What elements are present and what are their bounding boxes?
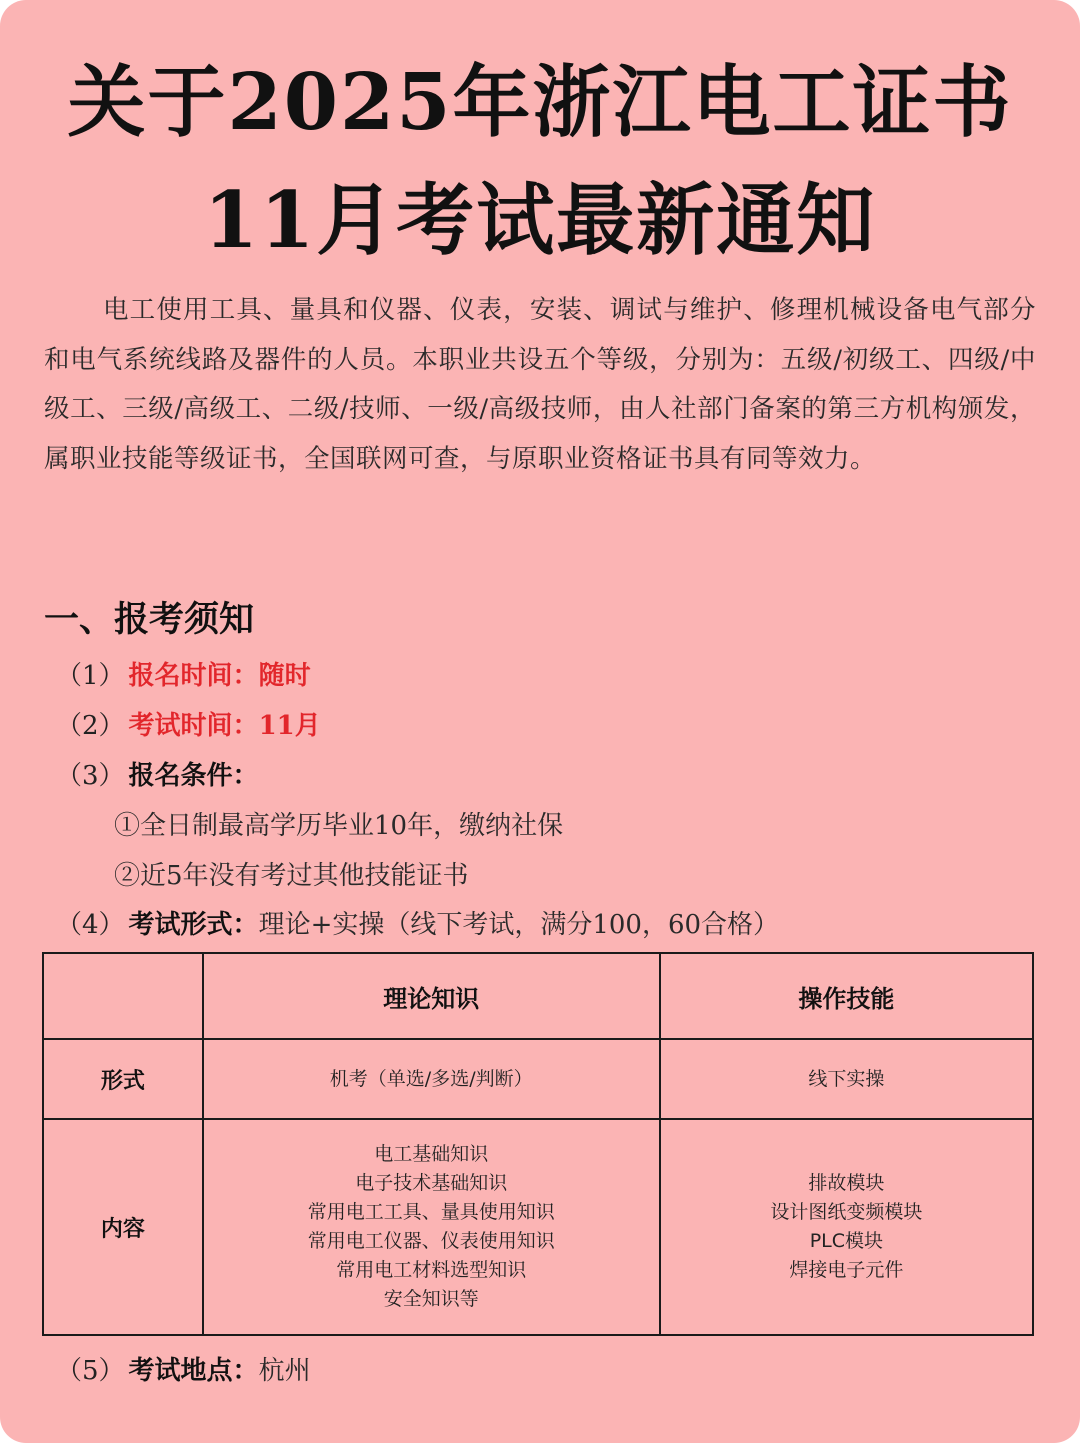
item-value: 理论+实操（线下考试，满分100，60合格） <box>258 910 780 940</box>
cell-line: PLC模块 <box>809 1230 884 1252</box>
cell-line: 电工基础知识 <box>374 1143 489 1165</box>
section-heading-exam-notice: 一、报考须知 <box>44 599 255 640</box>
cell-line: 常用电工材料选型知识 <box>336 1259 527 1281</box>
cell-form-practice <box>660 1039 1033 1119</box>
item-eligibility <box>56 755 259 792</box>
table-row <box>43 1119 1033 1335</box>
cell-form-theory <box>203 1039 660 1119</box>
cell-line: 常用电工仪器、仪表使用知识 <box>307 1230 555 1252</box>
cell-line: 设计图纸变频模块 <box>770 1201 923 1223</box>
cell-line: 焊接电子元件 <box>789 1259 904 1281</box>
item-label: 考试地点： <box>128 1356 259 1386</box>
item-registration-time <box>56 655 311 692</box>
item-label: 报名条件： <box>128 761 259 791</box>
condition-1: ①全日制最高学历毕业10年，缴纳社保 <box>114 811 564 841</box>
item-label: 考试形式： <box>128 910 259 940</box>
item-number: （1） <box>56 661 125 691</box>
item-value: 随时 <box>258 661 311 691</box>
table-header-theory: 理论知识 <box>203 953 660 1039</box>
item-label: 考试时间： <box>128 711 259 741</box>
item-exam-time <box>56 705 321 742</box>
table-row <box>43 1039 1033 1119</box>
page-title-line2: 11月考试最新通知 <box>203 175 877 266</box>
cell-line: 机考（单选/多选/判断） <box>329 1067 533 1090</box>
table-header-row <box>43 953 1033 1039</box>
item-number: （5） <box>56 1356 125 1386</box>
item-value: 11月 <box>258 711 321 741</box>
cell-line: 常用电工工具、量具使用知识 <box>307 1201 555 1223</box>
cell-line: 排故模块 <box>808 1172 885 1194</box>
item-label: 报名时间： <box>128 661 259 691</box>
cell-line: 安全知识等 <box>383 1288 479 1310</box>
table-header-empty <box>43 953 203 1039</box>
cell-line: 电子技术基础知识 <box>355 1172 508 1194</box>
item-number: （4） <box>56 910 125 940</box>
intro-paragraph: 电工使用工具、量具和仪器、仪表，安装、调试与维护、修理机械设备电气部分和电气系统线路及器件的人员。本职业共设五个等级，分别为：五级/初级工、四级/中级工、三级/高级工、二级/技师、一级/高级技师，由人社部门备案的第三方机构颁发，属职业技能等级证书，全国联网可查，与原职业资格证书具有同等效力。 <box>44 295 1036 474</box>
cell-content-theory <box>203 1119 660 1335</box>
item-number: （3） <box>56 761 125 791</box>
item-value: 杭州 <box>258 1356 311 1386</box>
cell-content-practice <box>660 1119 1033 1335</box>
page-title-line1: 关于2025年浙江电工证书 <box>67 57 1013 148</box>
table-header-practice: 操作技能 <box>660 953 1033 1039</box>
item-exam-format <box>56 904 779 941</box>
cell-line: 线下实操 <box>808 1067 885 1090</box>
row-label-form: 形式 <box>43 1039 203 1119</box>
item-number: （2） <box>56 711 125 741</box>
item-exam-location <box>56 1350 311 1387</box>
condition-2: ②近5年没有考过其他技能证书 <box>114 861 469 891</box>
row-label-content: 内容 <box>43 1119 203 1335</box>
exam-table <box>42 952 1034 1336</box>
